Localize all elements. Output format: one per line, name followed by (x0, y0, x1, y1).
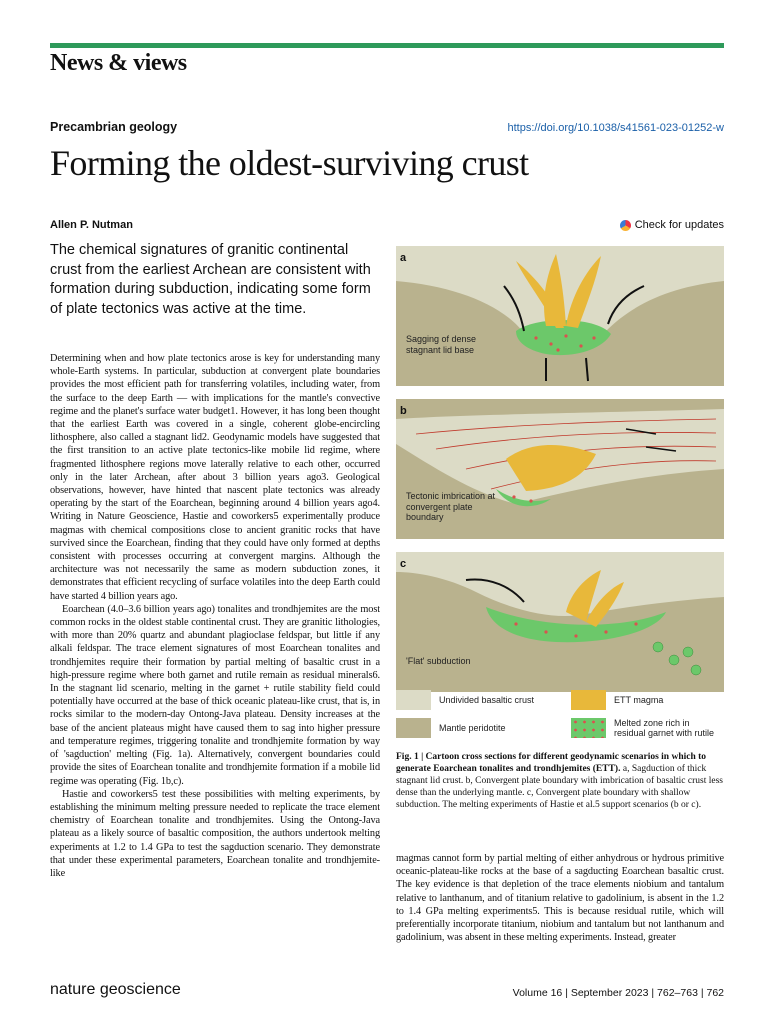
paragraph-2: Eoarchean (4.0–3.6 billion years ago) tonalites and trondhjemites are the most common rocks in the oldest stable continental crust. They are granitic lithologies, with more than 20% quartz and abundant plagioclase feldspar, but little if any alkali feldspar. The trace element signatures of most Eoarchean tonalites and trondhjemites require their formation by partial melting of basaltic crust in a high-pressure regime where both garnet and rutile remain as residual minerals6. In the stagnant lid scenario, melting in the garnet + rutile stability field could potentially have occurred at the base of thick oceanic plateau-like crust, that is, in rocks similar to the modern-day Ontong-Java plateau. Density increases at the base of the ancient plateaus might have caused them to sag into higher pressure and temperature regimes, triggering tonalite and trondhjemite formation by way of 'sagduction' melting (Fig. 1a). Alternatively, convergent boundaries could provide the sites of Eoarchean tonalite and trondhjemite formation if a mobile lid regime was operating (Fig. 1b,c). (50, 603, 380, 787)
author-name: Allen P. Nutman (50, 219, 133, 231)
article-title: Forming the oldest-surviving crust (50, 143, 529, 183)
legend-mantle-swatch (396, 718, 431, 738)
figure-legend (396, 690, 724, 740)
check-updates-icon (620, 220, 631, 231)
legend-basalt-swatch (396, 690, 431, 710)
legend-basalt (396, 690, 534, 710)
column-left (50, 352, 380, 970)
figure-caption (396, 751, 724, 811)
panel-a-label: Sagging of dense stagnant lid base (406, 334, 477, 355)
column-right (396, 852, 724, 972)
legend-melted-swatch (571, 718, 606, 738)
legend-ett-swatch (571, 690, 606, 710)
legend-mantle (396, 718, 506, 738)
panel-c-label: 'Flat' subduction (406, 656, 471, 666)
legend-melted (571, 718, 721, 738)
figure-panel-c (396, 552, 724, 692)
panel-c-letter: c (400, 558, 407, 570)
journal-name: nature geoscience (50, 981, 181, 998)
legend-melted-label: Melted zone rich in residual garnet with rutile (614, 718, 715, 738)
panel-b-letter: b (400, 405, 407, 417)
doi-link[interactable]: https://doi.org/10.1038/s41561-023-01252-w (507, 122, 724, 134)
check-updates-button[interactable] (620, 219, 724, 231)
standfirst: The chemical signatures of granitic continental crust from the earliest Archean are consistent with formation during subduction, indicating some form of plate tectonics was active at the time. (50, 242, 371, 317)
check-updates-label: Check for updates (634, 219, 724, 231)
paragraph-4: magmas cannot form by partial melting of either anhydrous or hydrous primitive oceanic-plateau-like rocks at the base of a sagducting Eoarchean basaltic crust. The key evidence is that depletion of the trace elements niobium and tantalum relative to lanthanum, and of titanium relative to gadolinium, is absent in the 1.2 to 1.4 GPa melting experiments5. This is because residual rutile, which will preferentially incorporate titanium, niobium and tantalum but not lanthanum and gadolinium, was absent in these melting experiments. Instead, greater (396, 853, 724, 944)
legend-ett-label: ETT magma (614, 695, 664, 705)
legend-basalt-label: Undivided basaltic crust (439, 695, 535, 705)
figure-panel-a (396, 246, 724, 386)
figure-panel-b (396, 399, 724, 539)
section-label: Precambrian geology (50, 120, 178, 134)
legend-mantle-label: Mantle peridotite (439, 723, 506, 733)
panel-b-label: Tectonic imbrication at convergent plate boundary (406, 491, 496, 522)
legend-ett (571, 690, 663, 710)
header-rule (50, 43, 724, 48)
paragraph-3: Hastie and coworkers5 test these possibilities with melting experiments, by establishing the minimum melting pressure needed to replicate the trace element chemistry of Eoarchean tonalite and trondhjemites. Using the Ontong-Java plateau as a likely source of basaltic composition, the authors undertook melting experiments at 1.2 to 1.4 GPa to test the sagduction scenario. They demonstrate that under these experimental parameters, Eoarchean tonalite and trondhjemite-like (50, 788, 380, 879)
figure-1 (396, 246, 724, 705)
brand-title: News & views (50, 50, 187, 76)
paragraph-1: Determining when and how plate tectonics arose is key for understanding many whole-Earth systems. In particular, subduction at convergent plate boundaries provides the most efficient path for transferring volatiles, including water, from the surface to the deep Earth — with implications for the mantle's convective regime and the planet's surface water budget1. However, it has long been thought that the earliest Earth was covered in a single, coherent globe-encircling lithosphere, also called a stagnant lid2. Geodynamic models have suggested that the first transition to an active plate tectonics-like mobile lid regime, where fragmented lithosphere regions move laterally relative to each other, occurred only in the later Archean, after about 3 billion years ago3. Geological observations, however, have hinted that nascent plate tectonics was already operating by the start of the Eoarchean, beginning around 4 billion years ago4. Writing in Nature Geoscience, Hastie and coworkers5 experimentally produce magmas with chemical compositions close to ancient granitic rocks that have survived since the Eoarchean, finding that they could have only formed at depths consistent with processes occurring at convergent margins. Although the architecture was not necessarily the same as modern subduction zones, it demonstrates that efficient recycling of surface volatiles into the deep Earth could have started 4 billion years ago. (50, 353, 380, 602)
caption-title: Fig. 1 | Cartoon cross sections for different geodynamic scenarios in which to generate Eoarchean tonalites and trondhjemites (ETT). (396, 752, 707, 774)
page-folio: Volume 16 | September 2023 | 762–763 | 762 (512, 987, 724, 999)
panel-a-letter: a (400, 252, 407, 264)
caption-body: a, Sagduction of thick stagnant lid crust. b, Convergent plate boundary with imbrication of basaltic crust less dense than the underlying mantle. c, Convergent plate boundary with shallow subduction. The melting experiments of Hastie et al.5 support scenarios (b or c). (396, 764, 723, 810)
